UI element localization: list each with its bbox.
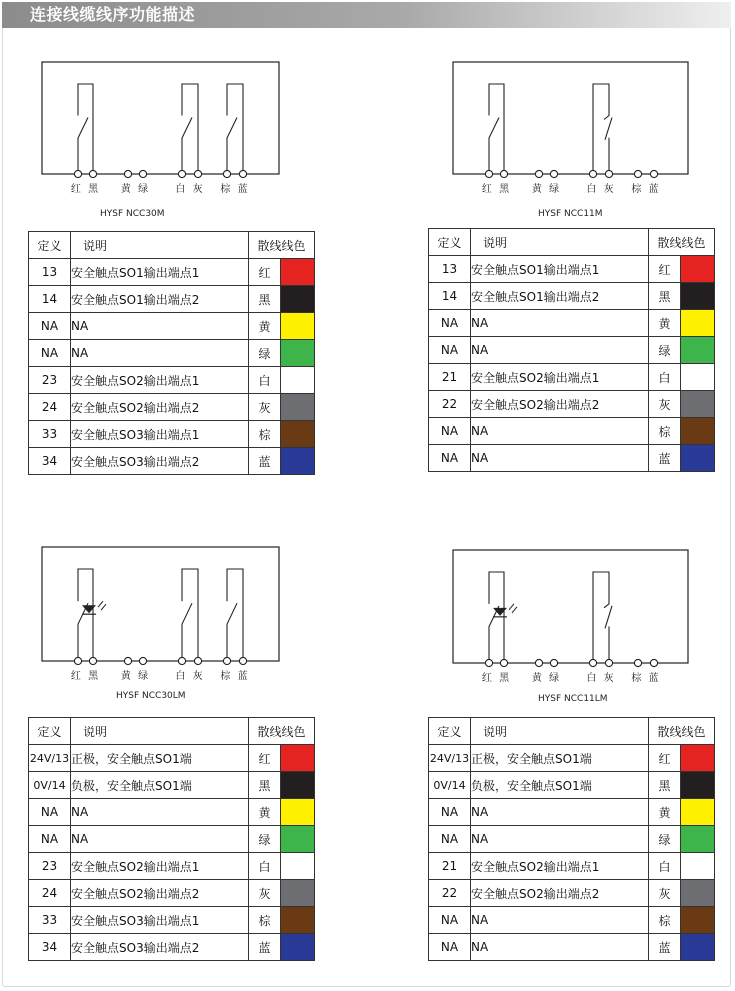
wire-color-swatch (681, 907, 715, 934)
wire-color-swatch (281, 745, 315, 772)
wire-color-swatch (681, 418, 715, 445)
table-row (29, 880, 315, 907)
color-swatch-fill (681, 445, 714, 471)
definition-cell: NA (429, 337, 471, 364)
color-swatch-fill (281, 934, 314, 960)
column-header-wire-color: 散线线色 (649, 229, 715, 256)
description-cell: 安全触点SO3输出端点1 (71, 421, 249, 448)
wiring-diagram (28, 55, 298, 205)
wire-color-swatch (281, 394, 315, 421)
table-row (429, 880, 715, 907)
color-swatch-fill (681, 934, 714, 960)
terminal-label: 黄 绿 (120, 671, 151, 682)
definition-cell: 13 (29, 259, 71, 286)
wire-color-swatch (681, 880, 715, 907)
definition-cell: 22 (429, 391, 471, 418)
wire-color-name-cell: 蓝 (249, 448, 281, 475)
description-cell: NA (71, 313, 249, 340)
wire-color-swatch (281, 448, 315, 475)
wire-color-swatch (281, 340, 315, 367)
wire-color-name-cell: 棕 (649, 418, 681, 445)
description-cell: NA (471, 445, 649, 472)
description-cell: 安全触点SO2输出端点2 (71, 880, 249, 907)
circuit-schematic (28, 55, 298, 205)
wire-color-name-cell: 绿 (249, 826, 281, 853)
wire-color-name-cell: 灰 (649, 880, 681, 907)
wire-color-swatch (681, 826, 715, 853)
wire-color-name-cell: 黑 (249, 286, 281, 313)
definition-cell: NA (429, 799, 471, 826)
contact-normally-open (78, 569, 93, 657)
terminal-point (589, 170, 596, 177)
wire-color-swatch (281, 907, 315, 934)
table-row (429, 283, 715, 310)
description-cell: NA (471, 907, 649, 934)
color-swatch-fill (281, 286, 314, 312)
terminal-point (74, 657, 81, 664)
column-header-description: 说明 (471, 718, 649, 745)
column-header-description: 说明 (71, 718, 249, 745)
model-label: HYSF NCC30M (100, 209, 165, 219)
terminal-label: 白 灰 (586, 184, 616, 195)
terminal-point (485, 170, 492, 177)
column-header-definition: 定义 (429, 229, 471, 256)
wire-color-swatch (681, 745, 715, 772)
wire-color-swatch (681, 772, 715, 799)
table-row (429, 310, 715, 337)
table-header-row (29, 718, 315, 745)
wire-color-name-cell: 黄 (249, 799, 281, 826)
color-swatch-fill (681, 256, 714, 282)
table-row (429, 364, 715, 391)
color-swatch-fill (681, 772, 714, 798)
color-swatch-fill (281, 745, 314, 771)
terminal-label: 黄 绿 (531, 184, 562, 195)
wiring-diagram (430, 540, 700, 690)
wire-color-name-cell: 红 (249, 745, 281, 772)
terminal-point (485, 659, 492, 666)
model-label: HYSF NCC11LM (538, 694, 608, 704)
description-cell: 安全触点SO1输出端点2 (71, 286, 249, 313)
description-cell: 安全触点SO1输出端点2 (471, 283, 649, 310)
definition-cell: 24 (29, 880, 71, 907)
description-cell: 负极，安全触点SO1端 (71, 772, 249, 799)
definition-cell: 23 (29, 367, 71, 394)
terminal-point (89, 657, 96, 664)
contact-normally-open (489, 84, 504, 170)
contact-normally-open (182, 569, 198, 657)
terminal-point (500, 659, 507, 666)
contact-normally-open (78, 84, 93, 170)
definition-cell: NA (429, 934, 471, 961)
wire-color-name-cell: 黑 (649, 772, 681, 799)
color-swatch-fill (681, 880, 714, 906)
led-icon (493, 604, 517, 617)
wire-color-name-cell: 白 (649, 364, 681, 391)
column-header-wire-color: 散线线色 (649, 718, 715, 745)
description-cell: 安全触点SO2输出端点1 (471, 364, 649, 391)
table-header-row (429, 229, 715, 256)
color-swatch-fill (281, 340, 314, 366)
color-swatch-fill (681, 283, 714, 309)
wire-color-name-cell: 棕 (249, 907, 281, 934)
table-header-row (429, 718, 715, 745)
definition-cell: 0V/14 (429, 772, 471, 799)
wire-color-table (428, 228, 715, 472)
table-row (29, 259, 315, 286)
terminal-label: 红 黑 (70, 184, 101, 195)
definition-cell: NA (29, 799, 71, 826)
column-header-definition: 定义 (29, 232, 71, 259)
definition-cell: NA (429, 418, 471, 445)
definition-cell: 21 (429, 364, 471, 391)
definition-cell: 24V/13 (29, 745, 71, 772)
terminal-label: 红 黑 (481, 673, 512, 684)
definition-cell: 22 (429, 880, 471, 907)
color-swatch-fill (681, 337, 714, 363)
wire-color-swatch (281, 934, 315, 961)
table-row (29, 799, 315, 826)
terminal-label: 黄 绿 (531, 673, 562, 684)
table-row (29, 745, 315, 772)
terminal-label: 黄 绿 (120, 184, 151, 195)
model-label: HYSF NCC11M (538, 209, 603, 219)
terminal-label: 棕 蓝 (631, 673, 661, 684)
description-cell: 安全触点SO1输出端点1 (471, 256, 649, 283)
column-header-definition: 定义 (29, 718, 71, 745)
color-swatch-fill (681, 853, 714, 879)
definition-cell: 23 (29, 853, 71, 880)
table-row (429, 337, 715, 364)
terminal-label: 红 黑 (70, 671, 101, 682)
table-row (429, 799, 715, 826)
definition-cell: 13 (429, 256, 471, 283)
table-row (429, 853, 715, 880)
color-swatch-fill (681, 826, 714, 852)
wire-color-name-cell: 红 (649, 745, 681, 772)
definition-cell: 34 (29, 934, 71, 961)
table-row (429, 256, 715, 283)
definition-cell: 14 (429, 283, 471, 310)
terminal-point (605, 170, 612, 177)
description-cell: 安全触点SO3输出端点1 (71, 907, 249, 934)
color-swatch-fill (281, 799, 314, 825)
terminal-point (650, 170, 657, 177)
wire-color-swatch (681, 853, 715, 880)
wire-color-swatch (281, 826, 315, 853)
wire-color-name-cell: 白 (649, 853, 681, 880)
description-cell: NA (471, 799, 649, 826)
table-row (29, 367, 315, 394)
terminal-point (194, 170, 201, 177)
page-title: 连接线缆线序功能描述 (30, 5, 196, 24)
wire-color-name-cell: 棕 (249, 421, 281, 448)
definition-cell: 24V/13 (429, 745, 471, 772)
wire-color-swatch (681, 256, 715, 283)
color-swatch-fill (281, 259, 314, 285)
wire-color-swatch (681, 391, 715, 418)
housing-outline (453, 550, 688, 663)
column-header-description: 说明 (471, 229, 649, 256)
color-swatch-fill (281, 826, 314, 852)
description-cell: 安全触点SO2输出端点1 (471, 853, 649, 880)
terminal-point (239, 657, 246, 664)
wire-color-name-cell: 黑 (249, 772, 281, 799)
wire-color-swatch (281, 286, 315, 313)
color-swatch-fill (681, 418, 714, 444)
definition-cell: NA (429, 907, 471, 934)
wire-color-name-cell: 灰 (249, 880, 281, 907)
terminal-point (535, 659, 542, 666)
color-swatch-fill (281, 853, 314, 879)
description-cell: NA (471, 310, 649, 337)
terminal-point (634, 659, 641, 666)
table-row (429, 907, 715, 934)
color-swatch-fill (281, 772, 314, 798)
wire-color-swatch (281, 880, 315, 907)
table-row (429, 445, 715, 472)
terminal-point (535, 170, 542, 177)
wire-color-name-cell: 黄 (249, 313, 281, 340)
description-cell: 安全触点SO3输出端点2 (71, 448, 249, 475)
table-header-row (29, 232, 315, 259)
definition-cell: NA (29, 340, 71, 367)
wire-color-swatch (281, 367, 315, 394)
terminal-point (178, 657, 185, 664)
wiring-diagram (28, 538, 298, 688)
color-swatch-fill (681, 799, 714, 825)
wire-color-name-cell: 蓝 (249, 934, 281, 961)
color-swatch-fill (681, 745, 714, 771)
description-cell: NA (471, 418, 649, 445)
table-row (429, 391, 715, 418)
color-swatch-fill (281, 880, 314, 906)
terminal-label: 棕 蓝 (220, 184, 250, 195)
description-cell: 正极，安全触点SO1端 (71, 745, 249, 772)
table-row (29, 853, 315, 880)
description-cell: 安全触点SO2输出端点2 (71, 394, 249, 421)
definition-cell: 24 (29, 394, 71, 421)
table-row (29, 286, 315, 313)
color-swatch-fill (281, 313, 314, 339)
contact-normally-closed (593, 84, 612, 170)
definition-cell: 33 (29, 907, 71, 934)
table-row (429, 826, 715, 853)
wire-color-name-cell: 黑 (649, 283, 681, 310)
terminal-point (239, 170, 246, 177)
terminal-point (589, 659, 596, 666)
color-swatch-fill (681, 310, 714, 336)
wire-color-name-cell: 白 (249, 853, 281, 880)
table-row (429, 418, 715, 445)
contact-normally-closed (593, 572, 612, 659)
description-cell: NA (471, 826, 649, 853)
table-row (29, 826, 315, 853)
table-row (429, 934, 715, 961)
terminal-label: 白 灰 (175, 184, 205, 195)
wire-color-swatch (681, 364, 715, 391)
wire-color-table (28, 231, 315, 475)
terminal-point (223, 657, 230, 664)
definition-cell: NA (29, 826, 71, 853)
wire-color-name-cell: 黄 (649, 310, 681, 337)
contact-normally-open (489, 572, 504, 659)
color-swatch-fill (281, 367, 314, 393)
terminal-point (194, 657, 201, 664)
description-cell: 安全触点SO2输出端点1 (71, 367, 249, 394)
column-header-description: 说明 (71, 232, 249, 259)
terminal-point (89, 170, 96, 177)
color-swatch-fill (281, 394, 314, 420)
wire-color-table (28, 717, 315, 961)
wire-color-name-cell: 蓝 (649, 934, 681, 961)
table-row (29, 934, 315, 961)
circuit-schematic (430, 540, 700, 690)
wire-color-swatch (281, 421, 315, 448)
color-swatch-fill (681, 907, 714, 933)
column-header-definition: 定义 (429, 718, 471, 745)
description-cell: 安全触点SO2输出端点2 (471, 391, 649, 418)
definition-cell: 34 (29, 448, 71, 475)
terminal-point (500, 170, 507, 177)
wire-color-name-cell: 红 (249, 259, 281, 286)
terminal-point (124, 170, 131, 177)
wire-color-name-cell: 绿 (649, 337, 681, 364)
housing-outline (453, 62, 688, 174)
terminal-point (634, 170, 641, 177)
wire-color-swatch (681, 283, 715, 310)
wire-color-swatch (281, 259, 315, 286)
definition-cell: NA (29, 313, 71, 340)
terminal-point (139, 657, 146, 664)
circuit-schematic (430, 55, 700, 205)
terminal-label: 红 黑 (481, 184, 512, 195)
definition-cell: NA (429, 826, 471, 853)
definition-cell: NA (429, 445, 471, 472)
table-row (29, 340, 315, 367)
wire-color-name-cell: 黄 (649, 799, 681, 826)
description-cell: NA (71, 799, 249, 826)
description-cell: NA (71, 340, 249, 367)
wire-color-swatch (281, 799, 315, 826)
definition-cell: 21 (429, 853, 471, 880)
definition-cell: 33 (29, 421, 71, 448)
contact-normally-open (227, 569, 243, 657)
wire-color-swatch (281, 313, 315, 340)
table-row (29, 448, 315, 475)
circuit-schematic (28, 538, 298, 688)
color-swatch-fill (281, 421, 314, 447)
wire-color-name-cell: 灰 (249, 394, 281, 421)
led-icon (82, 601, 106, 614)
terminal-label: 白 灰 (175, 671, 205, 682)
table-row (29, 313, 315, 340)
table-row (429, 745, 715, 772)
terminal-label: 白 灰 (586, 673, 616, 684)
color-swatch-fill (681, 364, 714, 390)
wire-color-swatch (281, 772, 315, 799)
definition-cell: 14 (29, 286, 71, 313)
table-row (29, 772, 315, 799)
wire-color-swatch (681, 337, 715, 364)
definition-cell: NA (429, 310, 471, 337)
wiring-diagram (430, 55, 700, 205)
wire-color-name-cell: 灰 (649, 391, 681, 418)
wire-color-table (428, 717, 715, 961)
terminal-label: 棕 蓝 (631, 184, 661, 195)
wire-color-name-cell: 绿 (249, 340, 281, 367)
wire-color-swatch (681, 310, 715, 337)
table-row (29, 394, 315, 421)
wire-color-name-cell: 棕 (649, 907, 681, 934)
description-cell: 安全触点SO2输出端点2 (471, 880, 649, 907)
description-cell: 安全触点SO1输出端点1 (71, 259, 249, 286)
color-swatch-fill (281, 907, 314, 933)
terminal-point (605, 659, 612, 666)
color-swatch-fill (681, 391, 714, 417)
color-swatch-fill (281, 448, 314, 474)
terminal-point (124, 657, 131, 664)
description-cell: 负极，安全触点SO1端 (471, 772, 649, 799)
description-cell: 正极，安全触点SO1端 (471, 745, 649, 772)
contact-normally-open (182, 84, 198, 170)
section-header (2, 2, 731, 28)
terminal-point (74, 170, 81, 177)
model-label: HYSF NCC30LM (116, 691, 186, 701)
table-row (429, 772, 715, 799)
terminal-point (550, 659, 557, 666)
definition-cell: 0V/14 (29, 772, 71, 799)
wire-color-swatch (681, 934, 715, 961)
wire-color-name-cell: 蓝 (649, 445, 681, 472)
wire-color-swatch (681, 799, 715, 826)
description-cell: 安全触点SO2输出端点1 (71, 853, 249, 880)
wire-color-name-cell: 绿 (649, 826, 681, 853)
wire-color-name-cell: 红 (649, 256, 681, 283)
table-row (29, 907, 315, 934)
terminal-point (650, 659, 657, 666)
column-header-wire-color: 散线线色 (249, 232, 315, 259)
description-cell: NA (71, 826, 249, 853)
description-cell: NA (471, 337, 649, 364)
wire-color-swatch (681, 445, 715, 472)
description-cell: NA (471, 934, 649, 961)
terminal-point (550, 170, 557, 177)
column-header-wire-color: 散线线色 (249, 718, 315, 745)
terminal-label: 棕 蓝 (220, 671, 250, 682)
wire-color-name-cell: 白 (249, 367, 281, 394)
wire-color-swatch (281, 853, 315, 880)
terminal-point (223, 170, 230, 177)
description-cell: 安全触点SO3输出端点2 (71, 934, 249, 961)
table-row (29, 421, 315, 448)
terminal-point (139, 170, 146, 177)
contact-normally-open (227, 84, 243, 170)
terminal-point (178, 170, 185, 177)
